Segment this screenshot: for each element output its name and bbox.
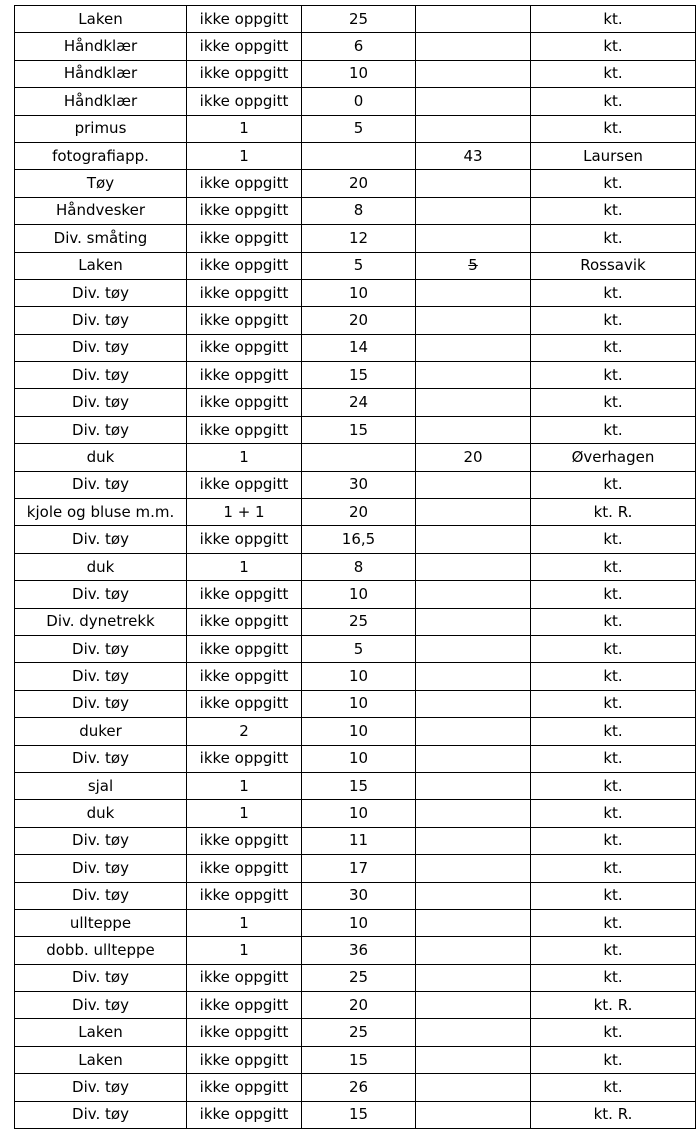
item-cell: Håndklær	[15, 88, 187, 115]
item-cell: primus	[15, 115, 187, 142]
recipient-cell: kt.	[531, 307, 696, 334]
value-cell: 15	[302, 362, 416, 389]
quantity-cell: ikke oppgitt	[187, 33, 302, 60]
value-cell: 26	[302, 1074, 416, 1101]
table-row	[15, 772, 696, 799]
table-row	[15, 526, 696, 553]
value-cell: 20	[302, 170, 416, 197]
recipient-cell: kt.	[531, 937, 696, 964]
item-cell: Div. tøy	[15, 307, 187, 334]
quantity-cell: ikke oppgitt	[187, 882, 302, 909]
quantity-cell: ikke oppgitt	[187, 225, 302, 252]
amount-cell	[416, 772, 531, 799]
amount-cell	[416, 1019, 531, 1046]
amount-cell	[416, 608, 531, 635]
quantity-cell: ikke oppgitt	[187, 1019, 302, 1046]
quantity-cell: 1	[187, 553, 302, 580]
value-cell: 10	[302, 909, 416, 936]
table-row	[15, 170, 696, 197]
recipient-cell: kt.	[531, 1046, 696, 1073]
table-row	[15, 909, 696, 936]
table-row	[15, 635, 696, 662]
item-cell: Håndklær	[15, 60, 187, 87]
quantity-cell: ikke oppgitt	[187, 608, 302, 635]
table-row	[15, 1019, 696, 1046]
quantity-cell: ikke oppgitt	[187, 690, 302, 717]
amount-cell	[416, 635, 531, 662]
recipient-cell: Øverhagen	[531, 444, 696, 471]
item-cell: Div. tøy	[15, 745, 187, 772]
value-cell: 8	[302, 553, 416, 580]
amount-cell	[416, 827, 531, 854]
recipient-cell: kt.	[531, 635, 696, 662]
quantity-cell: ikke oppgitt	[187, 307, 302, 334]
table-row	[15, 690, 696, 717]
value-cell: 30	[302, 471, 416, 498]
value-cell: 0	[302, 88, 416, 115]
item-cell: Div. tøy	[15, 362, 187, 389]
value-cell: 5	[302, 115, 416, 142]
amount-cell: 43	[416, 142, 531, 169]
table-row	[15, 60, 696, 87]
table-row	[15, 252, 696, 279]
value-cell	[302, 142, 416, 169]
table-row	[15, 964, 696, 991]
amount-cell: 20	[416, 444, 531, 471]
amount-cell	[416, 909, 531, 936]
quantity-cell: ikke oppgitt	[187, 60, 302, 87]
quantity-cell: ikke oppgitt	[187, 1046, 302, 1073]
quantity-cell: ikke oppgitt	[187, 334, 302, 361]
table-row	[15, 718, 696, 745]
quantity-cell: ikke oppgitt	[187, 416, 302, 443]
table-row	[15, 745, 696, 772]
value-cell: 20	[302, 499, 416, 526]
item-cell: Div. dynetrekk	[15, 608, 187, 635]
value-cell: 5	[302, 635, 416, 662]
amount-cell	[416, 1101, 531, 1128]
recipient-cell: kt.	[531, 197, 696, 224]
quantity-cell: 1	[187, 909, 302, 936]
item-cell: Håndklær	[15, 33, 187, 60]
recipient-cell: kt.	[531, 827, 696, 854]
table-row	[15, 1101, 696, 1128]
item-cell: Laken	[15, 252, 187, 279]
item-cell: Div. tøy	[15, 1101, 187, 1128]
item-cell: ullteppe	[15, 909, 187, 936]
item-cell: Div. småting	[15, 225, 187, 252]
table-row	[15, 362, 696, 389]
quantity-cell: ikke oppgitt	[187, 855, 302, 882]
item-cell: Div. tøy	[15, 827, 187, 854]
value-cell: 36	[302, 937, 416, 964]
table-row	[15, 307, 696, 334]
amount-cell	[416, 334, 531, 361]
value-cell: 10	[302, 279, 416, 306]
recipient-cell: kt.	[531, 88, 696, 115]
quantity-cell: ikke oppgitt	[187, 964, 302, 991]
quantity-cell: ikke oppgitt	[187, 526, 302, 553]
value-cell: 10	[302, 745, 416, 772]
value-cell: 8	[302, 197, 416, 224]
amount-cell	[416, 937, 531, 964]
value-cell: 11	[302, 827, 416, 854]
table-row	[15, 33, 696, 60]
item-cell: Div. tøy	[15, 855, 187, 882]
value-cell: 14	[302, 334, 416, 361]
table-row	[15, 389, 696, 416]
recipient-cell: kt.	[531, 33, 696, 60]
table-row	[15, 1046, 696, 1073]
amount-cell	[416, 718, 531, 745]
value-cell: 10	[302, 581, 416, 608]
amount-cell	[416, 882, 531, 909]
quantity-cell: ikke oppgitt	[187, 1074, 302, 1101]
amount-cell	[416, 60, 531, 87]
recipient-cell: kt.	[531, 800, 696, 827]
table-row	[15, 882, 696, 909]
amount-cell	[416, 225, 531, 252]
recipient-cell: kt.	[531, 690, 696, 717]
amount-cell	[416, 33, 531, 60]
amount-cell	[416, 800, 531, 827]
recipient-cell: kt. R.	[531, 1101, 696, 1128]
amount-cell	[416, 389, 531, 416]
item-cell: Tøy	[15, 170, 187, 197]
table-row	[15, 800, 696, 827]
value-cell: 6	[302, 33, 416, 60]
table-row	[15, 581, 696, 608]
table-row	[15, 855, 696, 882]
quantity-cell: 2	[187, 718, 302, 745]
quantity-cell: ikke oppgitt	[187, 663, 302, 690]
value-cell: 10	[302, 800, 416, 827]
item-cell: Div. tøy	[15, 690, 187, 717]
recipient-cell: kt.	[531, 389, 696, 416]
recipient-cell: kt.	[531, 1019, 696, 1046]
item-cell: Div. tøy	[15, 635, 187, 662]
quantity-cell: ikke oppgitt	[187, 471, 302, 498]
table-row	[15, 553, 696, 580]
value-cell	[302, 444, 416, 471]
quantity-cell: ikke oppgitt	[187, 745, 302, 772]
amount-cell	[416, 855, 531, 882]
amount-cell	[416, 362, 531, 389]
amount-cell	[416, 88, 531, 115]
recipient-cell: kt.	[531, 553, 696, 580]
table-row	[15, 1074, 696, 1101]
quantity-cell: 1	[187, 800, 302, 827]
recipient-cell: kt.	[531, 772, 696, 799]
value-cell: 25	[302, 964, 416, 991]
recipient-cell: kt.	[531, 334, 696, 361]
item-cell: Div. tøy	[15, 334, 187, 361]
amount-cell	[416, 197, 531, 224]
recipient-cell: kt. R.	[531, 499, 696, 526]
amount-cell	[416, 6, 531, 33]
amount-cell: 5	[416, 252, 531, 279]
item-cell: Div. tøy	[15, 882, 187, 909]
quantity-cell: ikke oppgitt	[187, 6, 302, 33]
recipient-cell: kt.	[531, 115, 696, 142]
quantity-cell: 1	[187, 142, 302, 169]
quantity-cell: 1	[187, 772, 302, 799]
amount-cell	[416, 115, 531, 142]
items-table-body	[15, 6, 696, 1129]
item-cell: Div. tøy	[15, 471, 187, 498]
amount-cell	[416, 581, 531, 608]
recipient-cell: kt. R.	[531, 992, 696, 1019]
recipient-cell: Laursen	[531, 142, 696, 169]
amount-cell	[416, 279, 531, 306]
recipient-cell: kt.	[531, 882, 696, 909]
quantity-cell: ikke oppgitt	[187, 635, 302, 662]
item-cell: Div. tøy	[15, 964, 187, 991]
amount-cell	[416, 526, 531, 553]
item-cell: kjole og bluse m.m.	[15, 499, 187, 526]
quantity-cell: ikke oppgitt	[187, 197, 302, 224]
value-cell: 15	[302, 416, 416, 443]
item-cell: Laken	[15, 1019, 187, 1046]
amount-cell	[416, 499, 531, 526]
recipient-cell: kt.	[531, 608, 696, 635]
item-cell: sjal	[15, 772, 187, 799]
amount-cell	[416, 992, 531, 1019]
value-cell: 12	[302, 225, 416, 252]
item-cell: duker	[15, 718, 187, 745]
recipient-cell: kt.	[531, 362, 696, 389]
value-cell: 5	[302, 252, 416, 279]
table-row	[15, 334, 696, 361]
quantity-cell: ikke oppgitt	[187, 252, 302, 279]
item-cell: Håndvesker	[15, 197, 187, 224]
item-cell: Div. tøy	[15, 526, 187, 553]
table-row	[15, 608, 696, 635]
value-cell: 15	[302, 1101, 416, 1128]
amount-cell	[416, 471, 531, 498]
table-row	[15, 444, 696, 471]
recipient-cell: kt.	[531, 909, 696, 936]
item-cell: dobb. ullteppe	[15, 937, 187, 964]
amount-cell	[416, 1074, 531, 1101]
amount-cell	[416, 307, 531, 334]
table-row	[15, 115, 696, 142]
recipient-cell: kt.	[531, 964, 696, 991]
recipient-cell: kt.	[531, 416, 696, 443]
value-cell: 24	[302, 389, 416, 416]
quantity-cell: ikke oppgitt	[187, 992, 302, 1019]
value-cell: 10	[302, 690, 416, 717]
table-row	[15, 142, 696, 169]
table-row	[15, 499, 696, 526]
item-cell: Laken	[15, 6, 187, 33]
table-row	[15, 225, 696, 252]
value-cell: 10	[302, 60, 416, 87]
quantity-cell: ikke oppgitt	[187, 581, 302, 608]
quantity-cell: ikke oppgitt	[187, 827, 302, 854]
value-cell: 16,5	[302, 526, 416, 553]
quantity-cell: ikke oppgitt	[187, 1101, 302, 1128]
table-row	[15, 827, 696, 854]
recipient-cell: kt.	[531, 718, 696, 745]
amount-cell	[416, 663, 531, 690]
value-cell: 25	[302, 6, 416, 33]
value-cell: 20	[302, 307, 416, 334]
item-cell: duk	[15, 800, 187, 827]
table-row	[15, 6, 696, 33]
recipient-cell: Rossavik	[531, 252, 696, 279]
item-cell: Div. tøy	[15, 581, 187, 608]
value-cell: 17	[302, 855, 416, 882]
table-row	[15, 471, 696, 498]
amount-cell	[416, 964, 531, 991]
value-cell: 10	[302, 663, 416, 690]
amount-cell	[416, 416, 531, 443]
item-cell: Div. tøy	[15, 1074, 187, 1101]
recipient-cell: kt.	[531, 279, 696, 306]
item-cell: Div. tøy	[15, 663, 187, 690]
item-cell: duk	[15, 553, 187, 580]
quantity-cell: ikke oppgitt	[187, 362, 302, 389]
quantity-cell: ikke oppgitt	[187, 279, 302, 306]
amount-cell	[416, 690, 531, 717]
item-cell: Laken	[15, 1046, 187, 1073]
value-cell: 25	[302, 1019, 416, 1046]
recipient-cell: kt.	[531, 170, 696, 197]
value-cell: 15	[302, 772, 416, 799]
recipient-cell: kt.	[531, 526, 696, 553]
items-table	[14, 5, 696, 1129]
recipient-cell: kt.	[531, 745, 696, 772]
item-cell: Div. tøy	[15, 279, 187, 306]
table-row	[15, 937, 696, 964]
value-cell: 10	[302, 718, 416, 745]
table-row	[15, 279, 696, 306]
recipient-cell: kt.	[531, 581, 696, 608]
recipient-cell: kt.	[531, 225, 696, 252]
amount-cell	[416, 553, 531, 580]
quantity-cell: 1	[187, 115, 302, 142]
value-cell: 25	[302, 608, 416, 635]
quantity-cell: ikke oppgitt	[187, 389, 302, 416]
value-cell: 20	[302, 992, 416, 1019]
recipient-cell: kt.	[531, 855, 696, 882]
table-row	[15, 416, 696, 443]
value-cell: 15	[302, 1046, 416, 1073]
item-cell: Div. tøy	[15, 992, 187, 1019]
quantity-cell: ikke oppgitt	[187, 170, 302, 197]
table-row	[15, 88, 696, 115]
table-row	[15, 992, 696, 1019]
item-cell: fotografiapp.	[15, 142, 187, 169]
quantity-cell: 1	[187, 937, 302, 964]
amount-cell	[416, 1046, 531, 1073]
recipient-cell: kt.	[531, 1074, 696, 1101]
quantity-cell: 1 + 1	[187, 499, 302, 526]
quantity-cell: ikke oppgitt	[187, 88, 302, 115]
table-row	[15, 663, 696, 690]
value-cell: 30	[302, 882, 416, 909]
recipient-cell: kt.	[531, 663, 696, 690]
amount-cell	[416, 170, 531, 197]
item-cell: duk	[15, 444, 187, 471]
quantity-cell: 1	[187, 444, 302, 471]
recipient-cell: kt.	[531, 60, 696, 87]
item-cell: Div. tøy	[15, 416, 187, 443]
table-row	[15, 197, 696, 224]
amount-cell	[416, 745, 531, 772]
recipient-cell: kt.	[531, 6, 696, 33]
item-cell: Div. tøy	[15, 389, 187, 416]
recipient-cell: kt.	[531, 471, 696, 498]
